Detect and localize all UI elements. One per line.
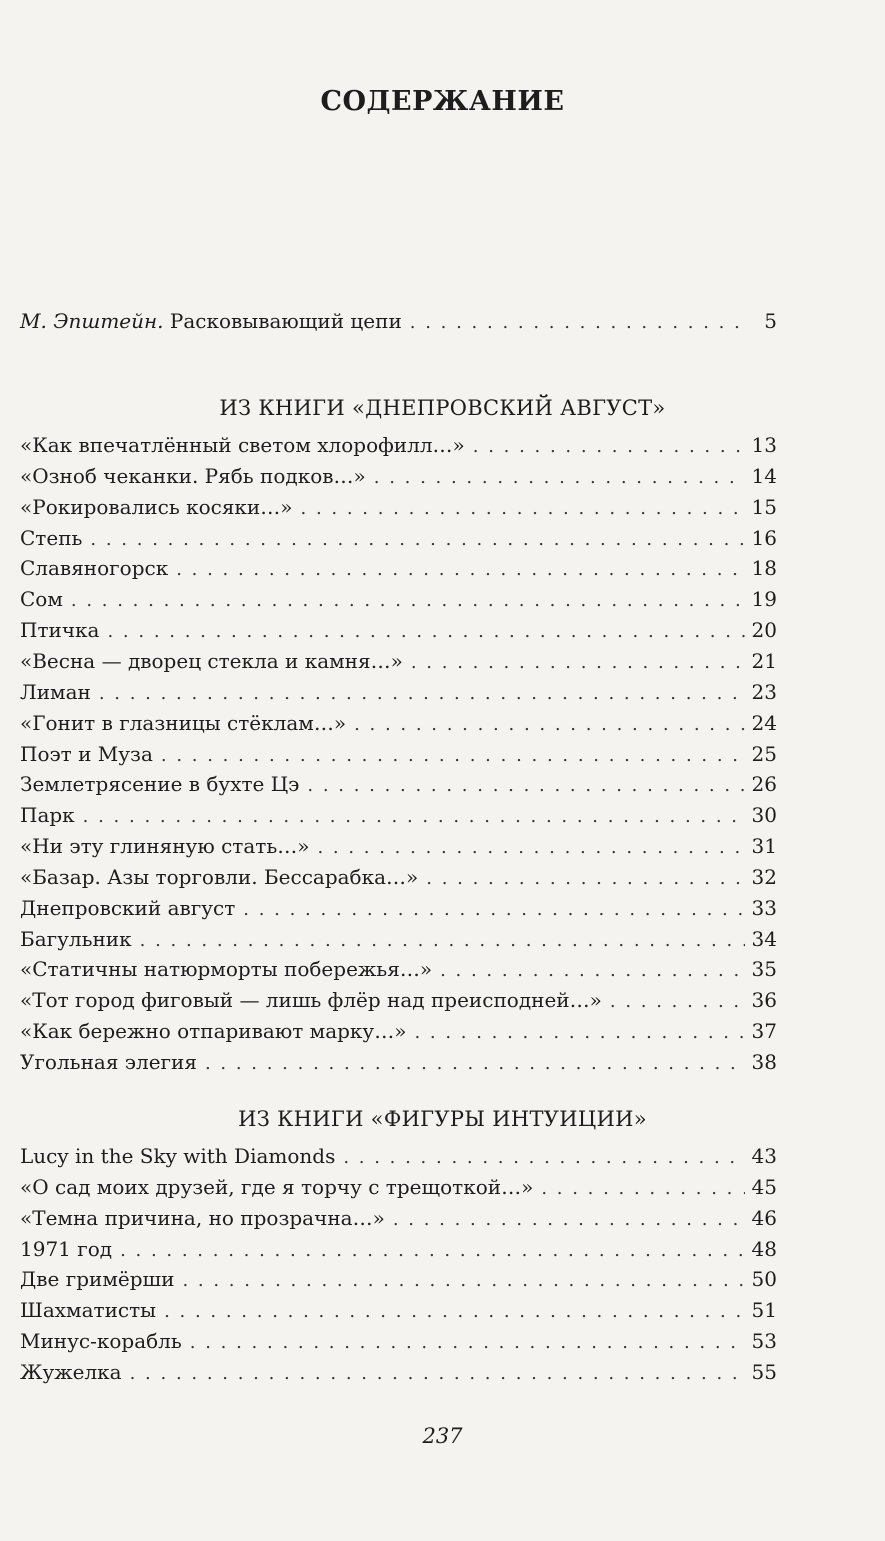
entry-page: 25 — [751, 741, 777, 766]
dot-leader — [610, 986, 745, 1017]
entry-page: 21 — [751, 648, 777, 673]
dot-leader — [317, 832, 745, 863]
dot-leader — [243, 894, 745, 925]
toc-entry — [20, 1141, 777, 1172]
entry-page: 31 — [751, 834, 777, 859]
entry-title: Минус-корабль — [20, 1329, 182, 1354]
entry-title: Славяногорск — [20, 556, 169, 581]
dot-leader — [161, 740, 745, 771]
dot-leader — [354, 709, 745, 740]
toc-entry — [20, 708, 777, 739]
dot-leader — [374, 462, 745, 493]
toc-entry — [20, 492, 777, 523]
entry-title: «Гонит в глазницы стёклам…» — [20, 710, 347, 735]
dot-leader — [541, 1173, 745, 1204]
toc-entry — [20, 1264, 777, 1295]
entry-title: Сом — [20, 587, 63, 612]
toc-entry — [20, 862, 777, 893]
entry-page: 46 — [751, 1205, 777, 1230]
entry-page: 43 — [751, 1144, 777, 1168]
entry-title: Парк — [20, 803, 75, 828]
entry-page: 19 — [751, 587, 777, 612]
dot-leader — [414, 1017, 745, 1048]
dot-leader — [120, 1235, 745, 1266]
entry-page: 35 — [751, 957, 777, 982]
dot-leader — [99, 678, 745, 709]
entry-page: 5 — [764, 309, 777, 333]
section-heading-2: ИЗ КНИГИ «ФИГУРЫ ИНТУИЦИИ» — [238, 1107, 647, 1131]
dot-leader — [343, 1142, 745, 1173]
entry-title: «Как бережно отпаривают марку…» — [20, 1019, 407, 1044]
entry-page: 23 — [751, 679, 777, 704]
toc-entry — [20, 646, 777, 677]
toc-entry — [20, 1203, 777, 1234]
entry-title: Степь — [20, 525, 83, 550]
toc-entry — [20, 553, 777, 584]
toc-entry — [20, 523, 777, 554]
entry-title: Угольная элегия — [20, 1050, 197, 1074]
entry-page: 14 — [751, 463, 777, 488]
entry-page: 53 — [751, 1329, 777, 1354]
dot-leader — [440, 955, 745, 986]
entry-title: Жужелка — [20, 1359, 122, 1384]
entry-title: «Ни эту глиняную стать…» — [20, 834, 310, 859]
entry-title: Поэт и Муза — [20, 741, 153, 766]
dot-leader — [164, 1296, 745, 1327]
dot-leader — [83, 801, 745, 832]
page-number: 237 — [422, 1424, 463, 1448]
dot-leader — [130, 1358, 745, 1389]
entry-title: «Базар. Азы торговли. Бессарабка…» — [20, 864, 419, 889]
dot-leader — [301, 493, 746, 524]
dot-leader — [90, 524, 745, 555]
toc-entry — [20, 1326, 777, 1357]
entry-page: 45 — [751, 1174, 777, 1199]
entry-title: «Статичны натюрморты побережья…» — [20, 957, 433, 982]
entry-title: Шахматисты — [20, 1298, 157, 1323]
entry-title: «Рокировались косяки…» — [20, 494, 293, 519]
toc-entry — [20, 615, 777, 646]
toc-entry — [20, 739, 777, 770]
toc-entry — [20, 1172, 777, 1203]
toc-entry — [20, 677, 777, 708]
toc-entry — [20, 461, 777, 492]
page-title: СОДЕРЖАНИЕ — [320, 86, 565, 117]
entry-title: Днепровский август — [20, 895, 236, 920]
entry-title: «Как впечатлённый светом хлорофилл…» — [20, 433, 465, 457]
toc-entry — [20, 769, 777, 800]
entry-page: 36 — [751, 988, 777, 1013]
entry-title: «О сад моих друзей, где я торчу с трещоткой…» — [20, 1174, 534, 1199]
toc-entry — [20, 1016, 777, 1047]
toc-entry — [20, 1357, 777, 1388]
dot-leader — [410, 307, 745, 338]
entry-title — [20, 306, 402, 337]
entry-page: 33 — [751, 895, 777, 920]
entry-title: «Весна — дворец стекла и камня…» — [20, 648, 403, 673]
entry-page: 24 — [751, 710, 777, 735]
dot-leader — [393, 1204, 745, 1235]
entry-page: 48 — [751, 1236, 777, 1261]
toc-entry — [20, 584, 777, 615]
entry-title: «Озноб чеканки. Рябь подков…» — [20, 463, 366, 488]
entry-text: Расковывающий цепи — [169, 309, 402, 333]
toc-entry — [20, 985, 777, 1016]
toc-entry — [20, 1295, 777, 1326]
entry-page: 55 — [751, 1359, 777, 1384]
entry-page: 50 — [751, 1267, 777, 1292]
dot-leader — [176, 554, 745, 585]
entry-page: 32 — [751, 864, 777, 889]
dot-leader — [426, 863, 745, 894]
section-heading-1: ИЗ КНИГИ «ДНЕПРОВСКИЙ АВГУСТ» — [219, 396, 666, 420]
toc-entry — [20, 893, 777, 924]
dot-leader — [107, 616, 745, 647]
entry-title: Две гримёрши — [20, 1267, 175, 1292]
entry-title: 1971 год — [20, 1236, 113, 1261]
entry-title: Птичка — [20, 618, 100, 643]
entry-page: 37 — [751, 1019, 777, 1044]
dot-leader — [182, 1265, 745, 1296]
dot-leader — [71, 585, 745, 616]
entry-author: М. Эпштейн. — [20, 309, 164, 333]
toc-entry — [20, 1234, 777, 1265]
entry-title: Лиман — [20, 679, 91, 704]
entry-title: «Темна причина, но прозрачна…» — [20, 1205, 385, 1230]
toc-entry — [20, 1047, 777, 1078]
entry-page: 26 — [751, 772, 777, 797]
entry-page: 34 — [751, 926, 777, 951]
dot-leader — [473, 431, 745, 462]
entry-page: 38 — [751, 1050, 777, 1074]
dot-leader — [190, 1327, 745, 1358]
entry-page: 30 — [751, 803, 777, 828]
toc-entry-preface — [20, 306, 777, 337]
entry-page: 13 — [751, 433, 777, 457]
entry-page: 18 — [751, 556, 777, 581]
entry-page: 16 — [751, 525, 777, 550]
dot-leader — [140, 925, 745, 956]
entry-title: «Тот город фиговый — лишь флёр над преисподней…» — [20, 988, 602, 1013]
toc-entry — [20, 800, 777, 831]
entry-title: Багульник — [20, 926, 132, 951]
entry-page: 51 — [751, 1298, 777, 1323]
toc-entry — [20, 430, 777, 461]
dot-leader — [307, 770, 745, 801]
dot-leader — [205, 1048, 745, 1079]
toc-entry — [20, 831, 777, 862]
entry-title: Lucy in the Sky with Diamonds — [20, 1144, 336, 1168]
toc-entry — [20, 954, 777, 985]
dot-leader — [411, 647, 745, 678]
entry-title: Землетрясение в бухте Цэ — [20, 772, 300, 797]
entry-page: 15 — [751, 494, 777, 519]
entry-page: 20 — [751, 618, 777, 643]
toc-entry — [20, 924, 777, 955]
